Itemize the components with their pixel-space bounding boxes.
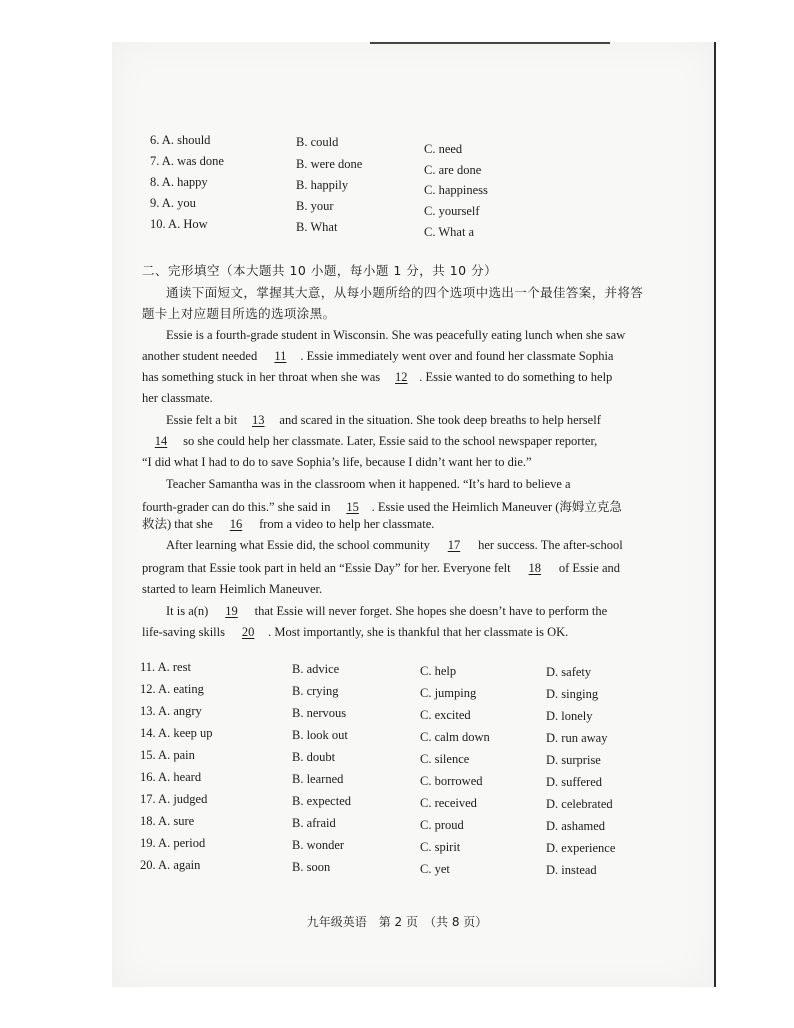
blank-19: 19	[225, 604, 238, 618]
passage-text: fourth-grader can do this.” she said in	[142, 500, 331, 514]
option-9a: 9. A. you	[150, 196, 196, 210]
passage-line	[166, 538, 639, 553]
passage-line	[166, 604, 639, 619]
page-footer: 九年级英语 第 2 页 （共 8 页）	[306, 915, 488, 929]
blank-13: 13	[252, 413, 265, 427]
passage-text: After learning what Essie did, the school community	[166, 538, 430, 552]
option-11b: B. advice	[292, 662, 340, 676]
option-17a: 17. A. judged	[140, 792, 208, 806]
option-15a: 15. A. pain	[140, 748, 195, 762]
option-16d: D. suffered	[546, 775, 602, 789]
option-12d: D. singing	[546, 687, 599, 701]
option-12c: C. jumping	[420, 686, 477, 700]
option-15d: D. surprise	[546, 753, 601, 767]
option-8b: B. happily	[296, 178, 349, 192]
option-13a: 13. A. angry	[140, 704, 202, 718]
option-11a: 11. A. rest	[140, 660, 191, 674]
passage-line	[166, 413, 639, 428]
option-15b: B. doubt	[292, 750, 336, 764]
passage-text: Essie felt a bit	[166, 413, 238, 427]
option-18c: C. proud	[420, 818, 464, 832]
passage-line	[142, 497, 639, 515]
option-19c: C. spirit	[420, 840, 461, 854]
passage-text: . Essie immediately went over and found her classmate Sophia	[300, 349, 614, 363]
passage-text: her success. The after-school	[478, 538, 623, 552]
passage-line: “I did what I had to do to save Sophia’s life, because I didn’t want her to die.”	[142, 455, 532, 469]
option-10c: C. What a	[424, 225, 475, 239]
option-16a: 16. A. heard	[140, 770, 202, 784]
instruction-line-1: 通读下面短文，掌握其大意，从每小题所给的四个选项中选出一个最佳答案，并将答	[166, 285, 644, 300]
passage-text: . Most importantly, she is thankful that her classmate is OK.	[268, 625, 569, 639]
passage-text: . Essie wanted to do something to help	[419, 370, 613, 384]
passage-line	[142, 349, 639, 364]
option-7c: C. are done	[424, 163, 482, 177]
option-20d: D. instead	[546, 863, 597, 877]
option-13c: C. excited	[420, 708, 471, 722]
option-19d: D. experience	[546, 841, 616, 855]
passage-text: life-saving skills	[142, 625, 225, 639]
option-17d: D. celebrated	[546, 797, 613, 811]
passage-text: 救法) that she	[142, 517, 213, 531]
option-7b: B. were done	[296, 157, 363, 171]
passage-text: so she could help her classmate. Later, Essie said to the school newspaper reporter,	[183, 434, 598, 448]
blank-15: 15	[346, 500, 359, 514]
passage-text: It is a(n)	[166, 604, 209, 618]
blank-12: 12	[395, 370, 408, 384]
option-16b: B. learned	[292, 772, 344, 786]
blank-17: 17	[447, 538, 461, 552]
passage-text: from a video to help her classmate.	[259, 517, 435, 531]
blank-14: 14	[154, 434, 168, 448]
option-6b: B. could	[296, 135, 339, 149]
option-18a: 18. A. sure	[140, 814, 195, 828]
passage-line: Essie is a fourth-grade student in Wisconsin. She was peacefully eating lunch when she saw	[166, 328, 626, 342]
option-20c: C. yet	[420, 862, 450, 876]
passage-line	[142, 625, 639, 640]
option-16c: C. borrowed	[420, 774, 483, 788]
option-17b: B. expected	[292, 794, 352, 808]
blank-20: 20	[241, 625, 255, 639]
option-11d: D. safety	[546, 665, 592, 679]
paper-top-edge	[370, 42, 610, 44]
passage-line: started to learn Heimlich Maneuver.	[142, 582, 323, 596]
passage-line	[142, 434, 639, 449]
passage-text: another student needed	[142, 349, 258, 363]
option-13d: D. lonely	[546, 709, 593, 723]
option-9b: B. your	[296, 199, 334, 213]
passage-line	[142, 561, 639, 576]
option-14a: 14. A. keep up	[140, 726, 213, 740]
option-19b: B. wonder	[292, 838, 345, 852]
blank-11: 11	[274, 349, 287, 363]
blank-16: 16	[229, 517, 243, 531]
option-12a: 12. A. eating	[140, 682, 204, 696]
option-8c: C. happiness	[424, 183, 488, 197]
option-11c: C. help	[420, 664, 457, 678]
passage-text: . Essie used the Heimlich Maneuver (海姆立克急	[371, 500, 622, 514]
option-14d: D. run away	[546, 731, 608, 745]
option-10b: B. What	[296, 220, 338, 234]
section-title: 二、完形填空（本大题共 10 小题，每小题 1 分，共 10 分）	[142, 263, 498, 278]
passage-line: Teacher Samantha was in the classroom when it happened. “It’s hard to believe a	[166, 477, 571, 491]
passage-line	[142, 370, 639, 385]
passage-text: that Essie will never forget. She hopes she doesn’t have to perform the	[254, 604, 608, 618]
passage-text: program that Essie took part in held an “Essie Day” for her. Everyone felt	[142, 561, 511, 575]
option-8a: 8. A. happy	[150, 175, 208, 189]
passage-text: has something stuck in her throat when she was	[142, 370, 381, 384]
passage-text: of Essie and	[558, 561, 620, 575]
option-15c: C. silence	[420, 752, 470, 766]
blank-18: 18	[528, 561, 542, 575]
passage-line: her classmate.	[142, 391, 213, 405]
option-12b: B. crying	[292, 684, 339, 698]
option-14c: C. calm down	[420, 730, 490, 744]
option-18b: B. afraid	[292, 816, 336, 830]
option-18d: D. ashamed	[546, 819, 606, 833]
passage-line	[142, 514, 639, 532]
instruction-line-2: 题卡上对应题目所选的选项涂黑。	[142, 306, 336, 321]
option-14b: B. look out	[292, 728, 348, 742]
passage-text: and scared in the situation. She took deep breaths to help herself	[279, 413, 601, 427]
option-20b: B. soon	[292, 860, 331, 874]
option-7a: 7. A. was done	[150, 154, 224, 168]
option-20a: 20. A. again	[140, 858, 201, 872]
option-10a: 10. A. How	[150, 217, 208, 231]
option-6c: C. need	[424, 142, 463, 156]
option-6a: 6. A. should	[150, 133, 211, 147]
option-9c: C. yourself	[424, 204, 480, 218]
option-17c: C. received	[420, 796, 477, 810]
option-13b: B. nervous	[292, 706, 347, 720]
option-19a: 19. A. period	[140, 836, 206, 850]
